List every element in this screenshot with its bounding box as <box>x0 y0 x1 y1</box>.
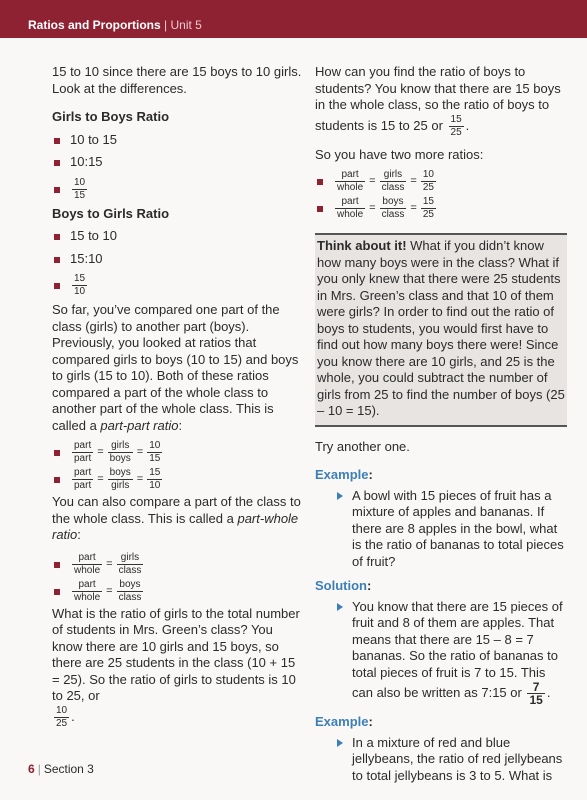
heading-boys-to-girls: Boys to Girls Ratio <box>52 205 170 221</box>
paragraph: Try another one. <box>315 438 410 454</box>
page-number: 6 <box>28 762 35 776</box>
page-header <box>0 0 587 38</box>
example-label: Example: <box>315 714 373 729</box>
left-column <box>52 64 302 730</box>
ratio-equation: $\frac{\text{part}}{\text{whole}}$ = $\frac{\text{boys}}{\text{class}}$ = $\frac{15}{25}$ <box>315 196 567 221</box>
header-title: Ratios and Proportions | Unit 5 <box>28 18 202 32</box>
solution-label: Solution: <box>315 578 372 593</box>
paragraph: How can you find the ratio of boys to students? You know that there are 15 boys in the whole class, so the ratio of boys to students is 15 to 25 or $\frac{15}{25}$ . <box>315 64 561 138</box>
ratio-equation: $\frac{\text{part}}{\text{part}}$ = $\frac{\text{boys}}{\text{girls}}$ = $\frac{15}{10}$ <box>52 467 302 492</box>
fraction: $\frac{7}{15}$ <box>529 680 543 707</box>
list-item: 15:10 <box>52 251 302 268</box>
heading-girls-to-boys: Girls to Boys Ratio <box>52 109 170 124</box>
right-column <box>315 64 567 784</box>
ratio-equation: $\frac{\text{part}}{\text{whole}}$ = $\frac{\text{girls}}{\text{class}}$ = $\frac{10}{25}$ <box>315 169 567 194</box>
list-item: 10:15 <box>52 154 302 171</box>
list-item <box>52 177 302 202</box>
ratio-equation: $\frac{\text{part}}{\text{whole}}$ = $\frac{\text{girls}}{\text{class}}$ <box>52 552 302 577</box>
paragraph: So you have two more ratios: <box>315 146 484 162</box>
think-about-it-box: Think about it! What if you didn’t know how many boys were in the class? What if you only knew that there were 25 students in Mrs. Green’s class and that 10 of them were girls? In order to find out the ratio of boys to students, you would first have to find out how many boys there were! Since you know there are 10 girls, and 25 is the whole, you could subtract the number of girls from 25 to find the number of boys (25 – 10 = 15). <box>315 233 567 427</box>
example-label: Example: <box>315 467 373 482</box>
list-item <box>52 273 302 298</box>
paragraph: So far, you’ve compared one part of the class (girls) to another part (boys). Previously, you looked at ratios that compared girls to boys (10 to 15) and boys to girls (15 to 10). Both of these ratios compared a part of the whole class to another part of the whole class. This is called a part-part ratio: <box>52 302 299 433</box>
fraction: $\frac{15}{10}$ <box>74 273 86 297</box>
fraction: $\frac{10}{15}$ <box>74 176 86 201</box>
section-label: Section 3 <box>43 762 94 776</box>
example-text: In a mixture of red and blue jellybeans, the ratio of red jellybeans to total jellybeans is 3 to 5. What is <box>315 735 567 785</box>
paragraph: You can also compare a part of the class to the whole class. This is called a part-whole ratio: <box>52 494 301 542</box>
fraction: $\frac{10}{25}$ <box>56 704 68 729</box>
paragraph: What is the ratio of girls to the total number of students in Mrs. Green’s class? You know there are 10 girls and 15 boys, so there are 25 students in the class (10 + 15 = 25). So the ratio of girls to students is 10 to 25, or $\frac{10}{25}$ . <box>52 605 300 729</box>
solution-text: You know that there are 15 pieces of fruit and 8 of them are apples. That means that there are 15 – 8 = 7 bananas. So the ratio of bananas to total pieces of fruit is 7 to 15. This can also be written as 7:15 or $\frac{7}{15}$ . <box>315 599 567 707</box>
fraction: $\frac{15}{25}$ <box>450 113 462 138</box>
page-footer: 6 | Section 3 <box>28 762 94 776</box>
paragraph: 15 to 10 since there are 15 boys to 10 girls. Look at the differences. <box>52 64 302 96</box>
list-item: 10 to 15 <box>52 132 302 149</box>
example-text: A bowl with 15 pieces of fruit has a mixture of apples and bananas. If there are 8 apples in the bowl, what is the ratio of bananas to total pieces of fruit? <box>315 488 567 571</box>
list-item: 15 to 10 <box>52 228 302 245</box>
ratio-equation: $\frac{\text{part}}{\text{whole}}$ = $\frac{\text{boys}}{\text{class}}$ <box>52 579 302 604</box>
ratio-equation: $\frac{\text{part}}{\text{part}}$ = $\frac{\text{girls}}{\text{boys}}$ = $\frac{10}{15}$ <box>52 440 302 465</box>
